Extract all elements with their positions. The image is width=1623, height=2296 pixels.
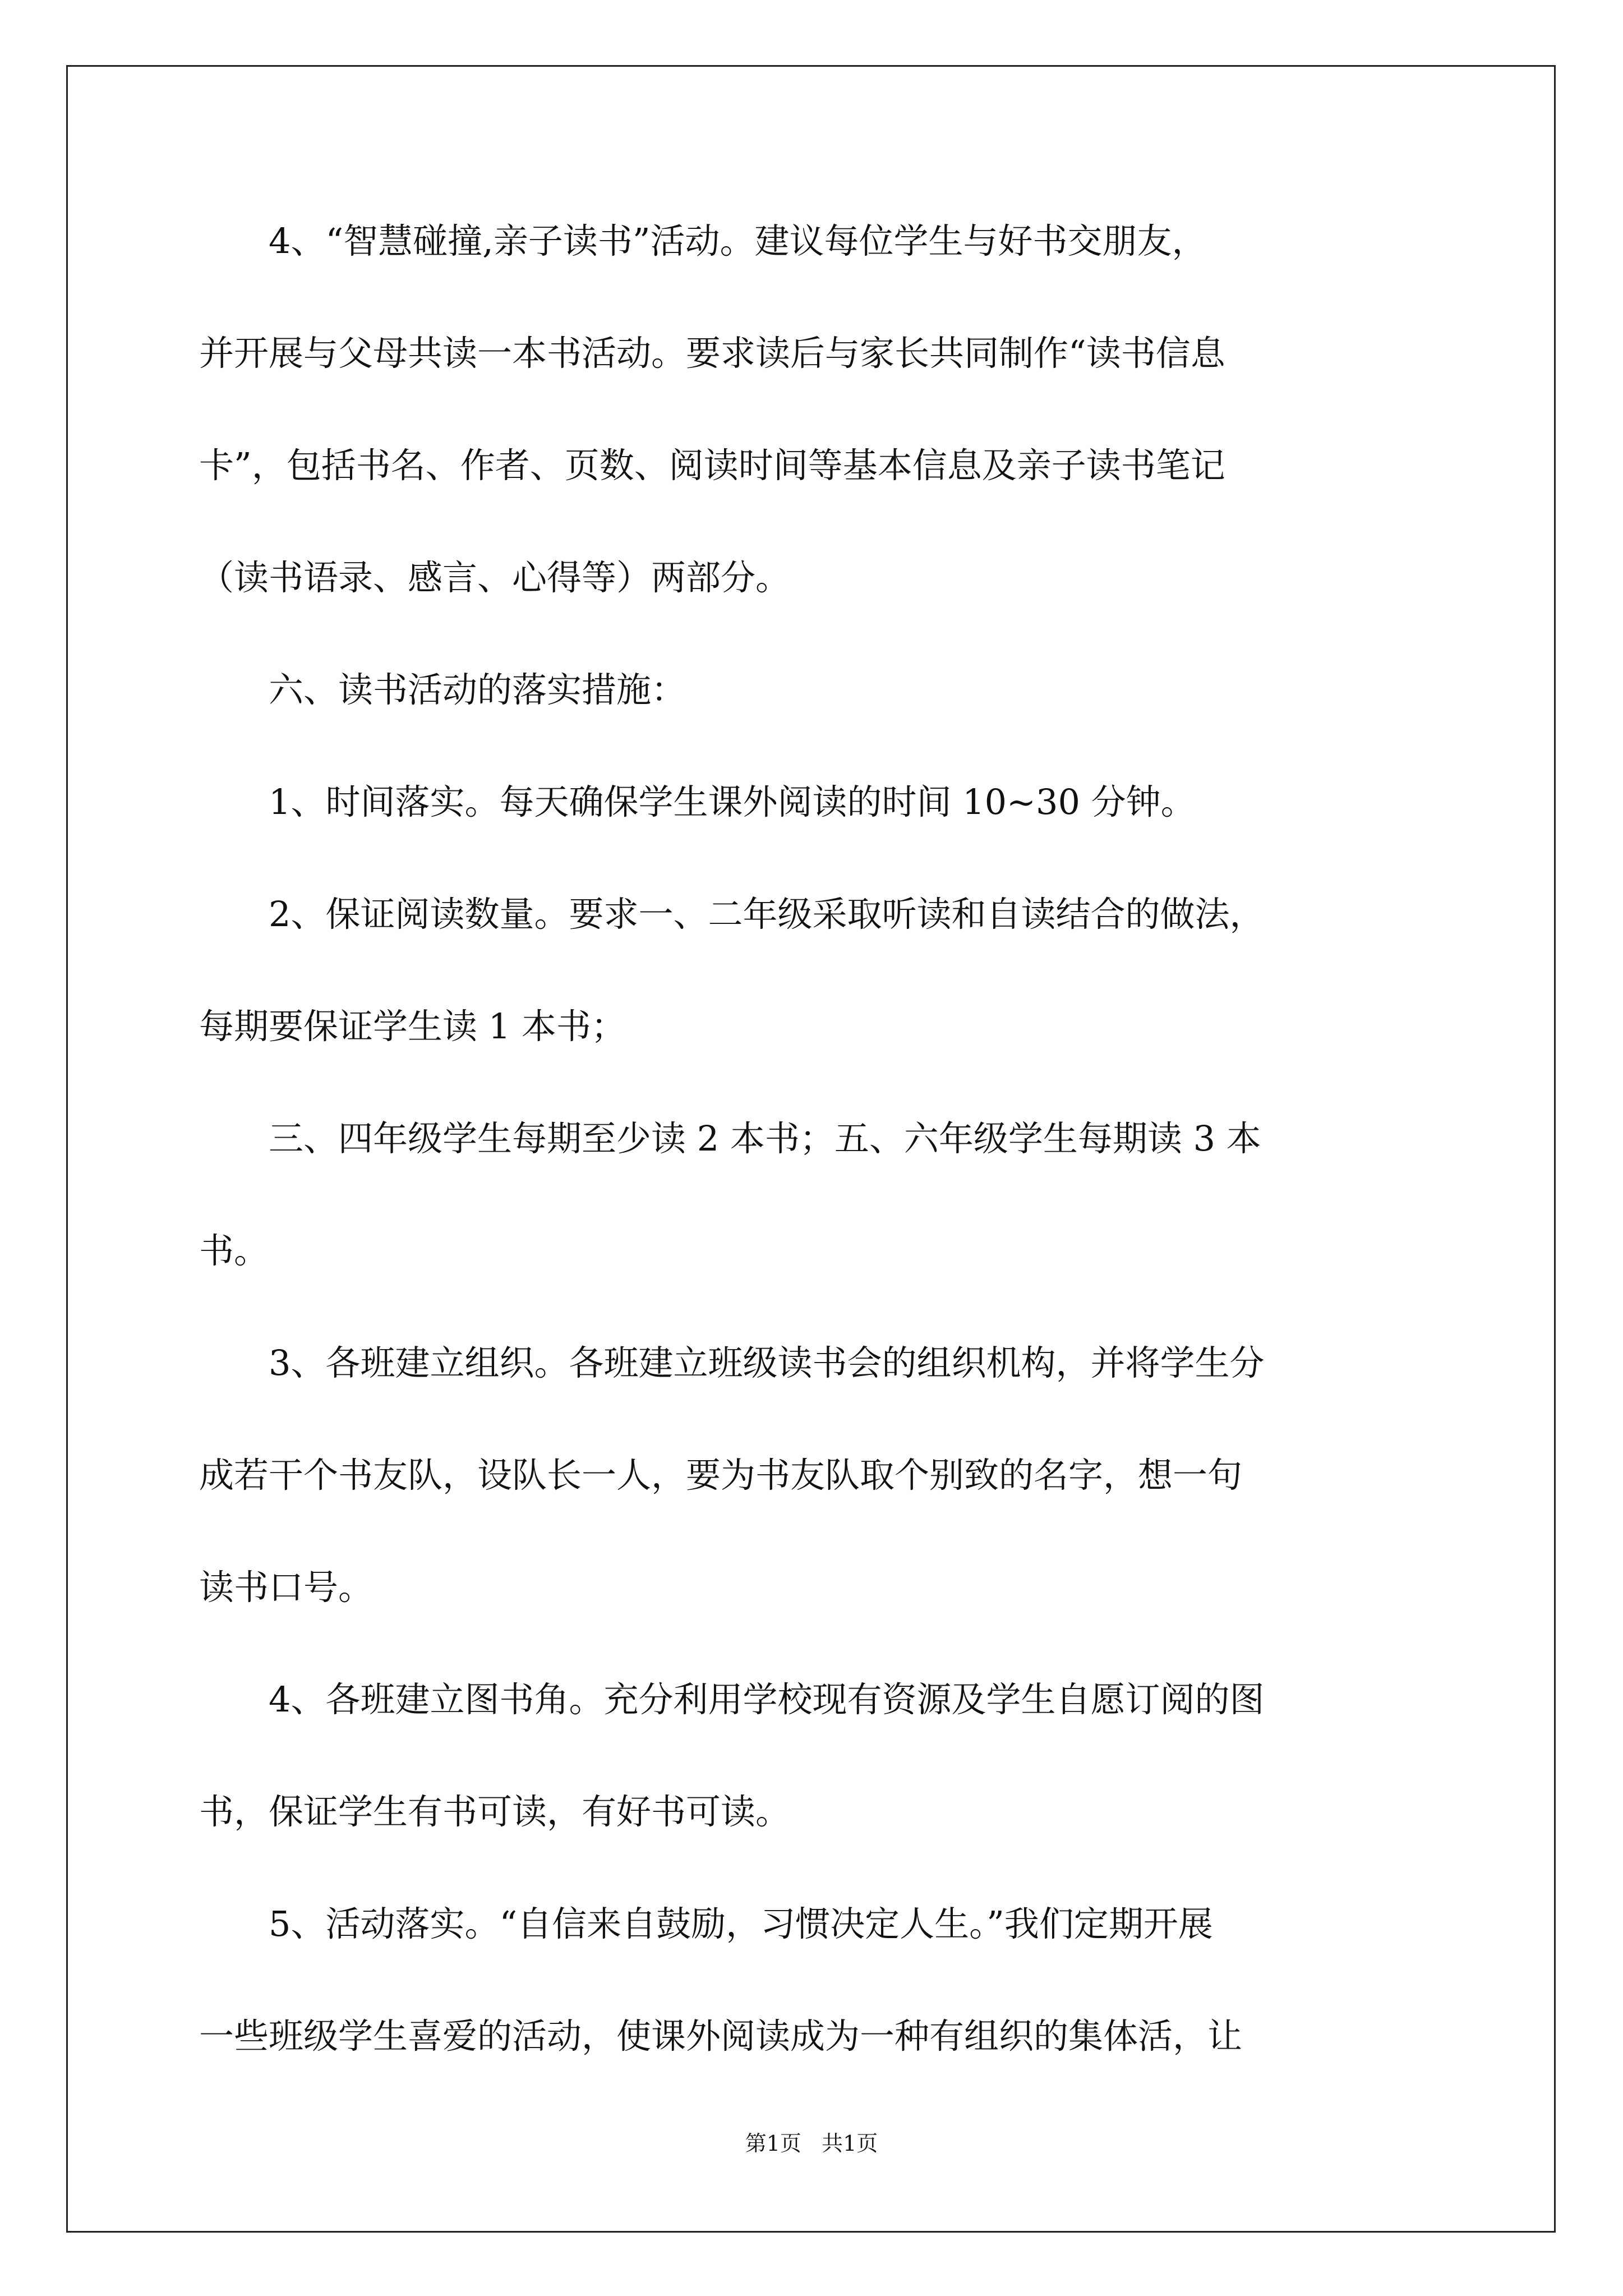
- paragraph-line: 2、保证阅读数量。要求一、二年级采取听读和自读结合的做法，: [269, 894, 1265, 935]
- paragraph-line: 5、活动落实。“自信来自鼓励，习惯决定人生。”我们定期开展: [269, 1903, 1213, 1944]
- paragraph-line: 卡”，包括书名、作者、页数、阅读时间等基本信息及亲子读书笔记: [199, 445, 1225, 486]
- paragraph-line: 书，保证学生有书可读，有好书可读。: [199, 1791, 791, 1832]
- paragraph-line: 三、四年级学生每期至少读 2 本书；五、六年级学生每期读 3 本: [269, 1118, 1261, 1159]
- paragraph-line: 书。: [199, 1230, 269, 1271]
- paragraph-line: 一些班级学生喜爱的活动，使课外阅读成为一种有组织的集体活，让: [199, 2016, 1243, 2056]
- paragraph-line: 每期要保证学生读 1 本书；: [199, 1006, 626, 1047]
- paragraph-line: 4、各班建立图书角。充分利用学校现有资源及学生自愿订阅的图: [269, 1679, 1265, 1720]
- section-heading: 六、读书活动的落实措施：: [269, 669, 686, 710]
- paragraph-line: 读书口号。: [199, 1567, 374, 1608]
- paragraph-line: 并开展与父母共读一本书活动。要求读后与家长共同制作“读书信息: [199, 333, 1225, 374]
- paragraph-line: （读书语录、感言、心得等）两部分。: [199, 557, 791, 598]
- paragraph-line: 4、“智慧碰撞,亲子读书”活动。建议每位学生与好书交朋友，: [269, 220, 1207, 261]
- paragraph-line: 成若干个书友队，设队长一人，要为书友队取个别致的名字，想一句: [199, 1455, 1243, 1496]
- paragraph-line: 3、各班建立组织。各班建立班级读书会的组织机构，并将学生分: [269, 1342, 1265, 1383]
- page-number-footer: 第1页 共1页: [745, 2131, 878, 2156]
- paragraph-line: 1、时间落实。每天确保学生课外阅读的时间 10~30 分钟。: [269, 781, 1196, 822]
